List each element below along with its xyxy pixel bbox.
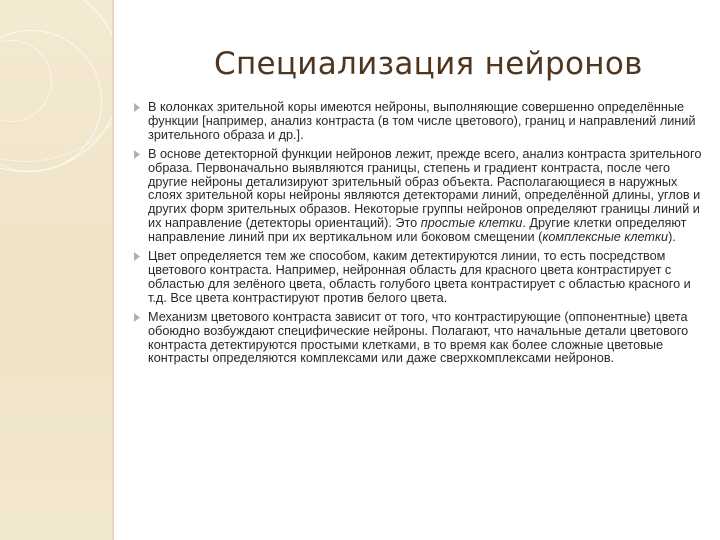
- italic-term: простые клетки: [420, 216, 523, 231]
- bullet-text: . Другие клетки определяют направление линий при их вертикальном или боковом смещении (: [148, 216, 687, 245]
- italic-term: комплексные клетки: [542, 230, 669, 245]
- bullet-icon: [133, 102, 141, 113]
- bullet-text: В колонках зрительной коры имеются нейроны, выполняющие совершенно определённые функции [например, анализ контраста (в том числе цветового), границ и направлений линий зрительного образа и др.].: [148, 100, 696, 142]
- panel-divider: [112, 0, 114, 540]
- bullet-item: [132, 250, 702, 306]
- bullet-item: [132, 101, 702, 143]
- bullet-item: [132, 148, 702, 245]
- decorative-side-panel: [0, 0, 112, 540]
- bullet-list: [132, 101, 702, 371]
- bullet-icon: [133, 251, 141, 262]
- slide-title: Специализация нейронов: [214, 46, 643, 82]
- bullet-text: В основе детекторной функции нейронов лежит, прежде всего, анализ контраста зрительного образа. Первоначально выявляются границы, степень и градиент контраста, после чего другие нейроны детализируют зрительный образ объекта. Располагающиеся в наружных слоях зрительной коры нейроны являются детекторами линий, определённой длины, углов и других форм зрительных образов. Некоторые группы нейронов определяют границы линий и их направление (детекторы ориентаций). Это: [148, 146, 702, 231]
- bullet-item: [132, 311, 702, 367]
- bullet-icon: [133, 149, 141, 160]
- bullet-text: Цвет определяется тем же способом, каким детектируются линии, то есть посредством цветового контраста. Например, нейронная область для красного цвета контрастирует с областью для зелёного цвета, область голубого цвета контрастирует с областью красного и т.д. Все цвета контрастируют против белого цвета.: [148, 249, 691, 305]
- bullet-text: Механизм цветового контраста зависит от того, что контрастирующие (оппонентные) цвета обоюдно возбуждают специфические нейроны. Полагают, что начальные детали цветового контраста детектируются простыми клетками, в то время как более сложные цветовые контрасты определяются комплексами или даже сверхкомплексами нейронов.: [148, 309, 689, 366]
- bullet-icon: [133, 312, 141, 323]
- bullet-text: ).: [668, 230, 676, 245]
